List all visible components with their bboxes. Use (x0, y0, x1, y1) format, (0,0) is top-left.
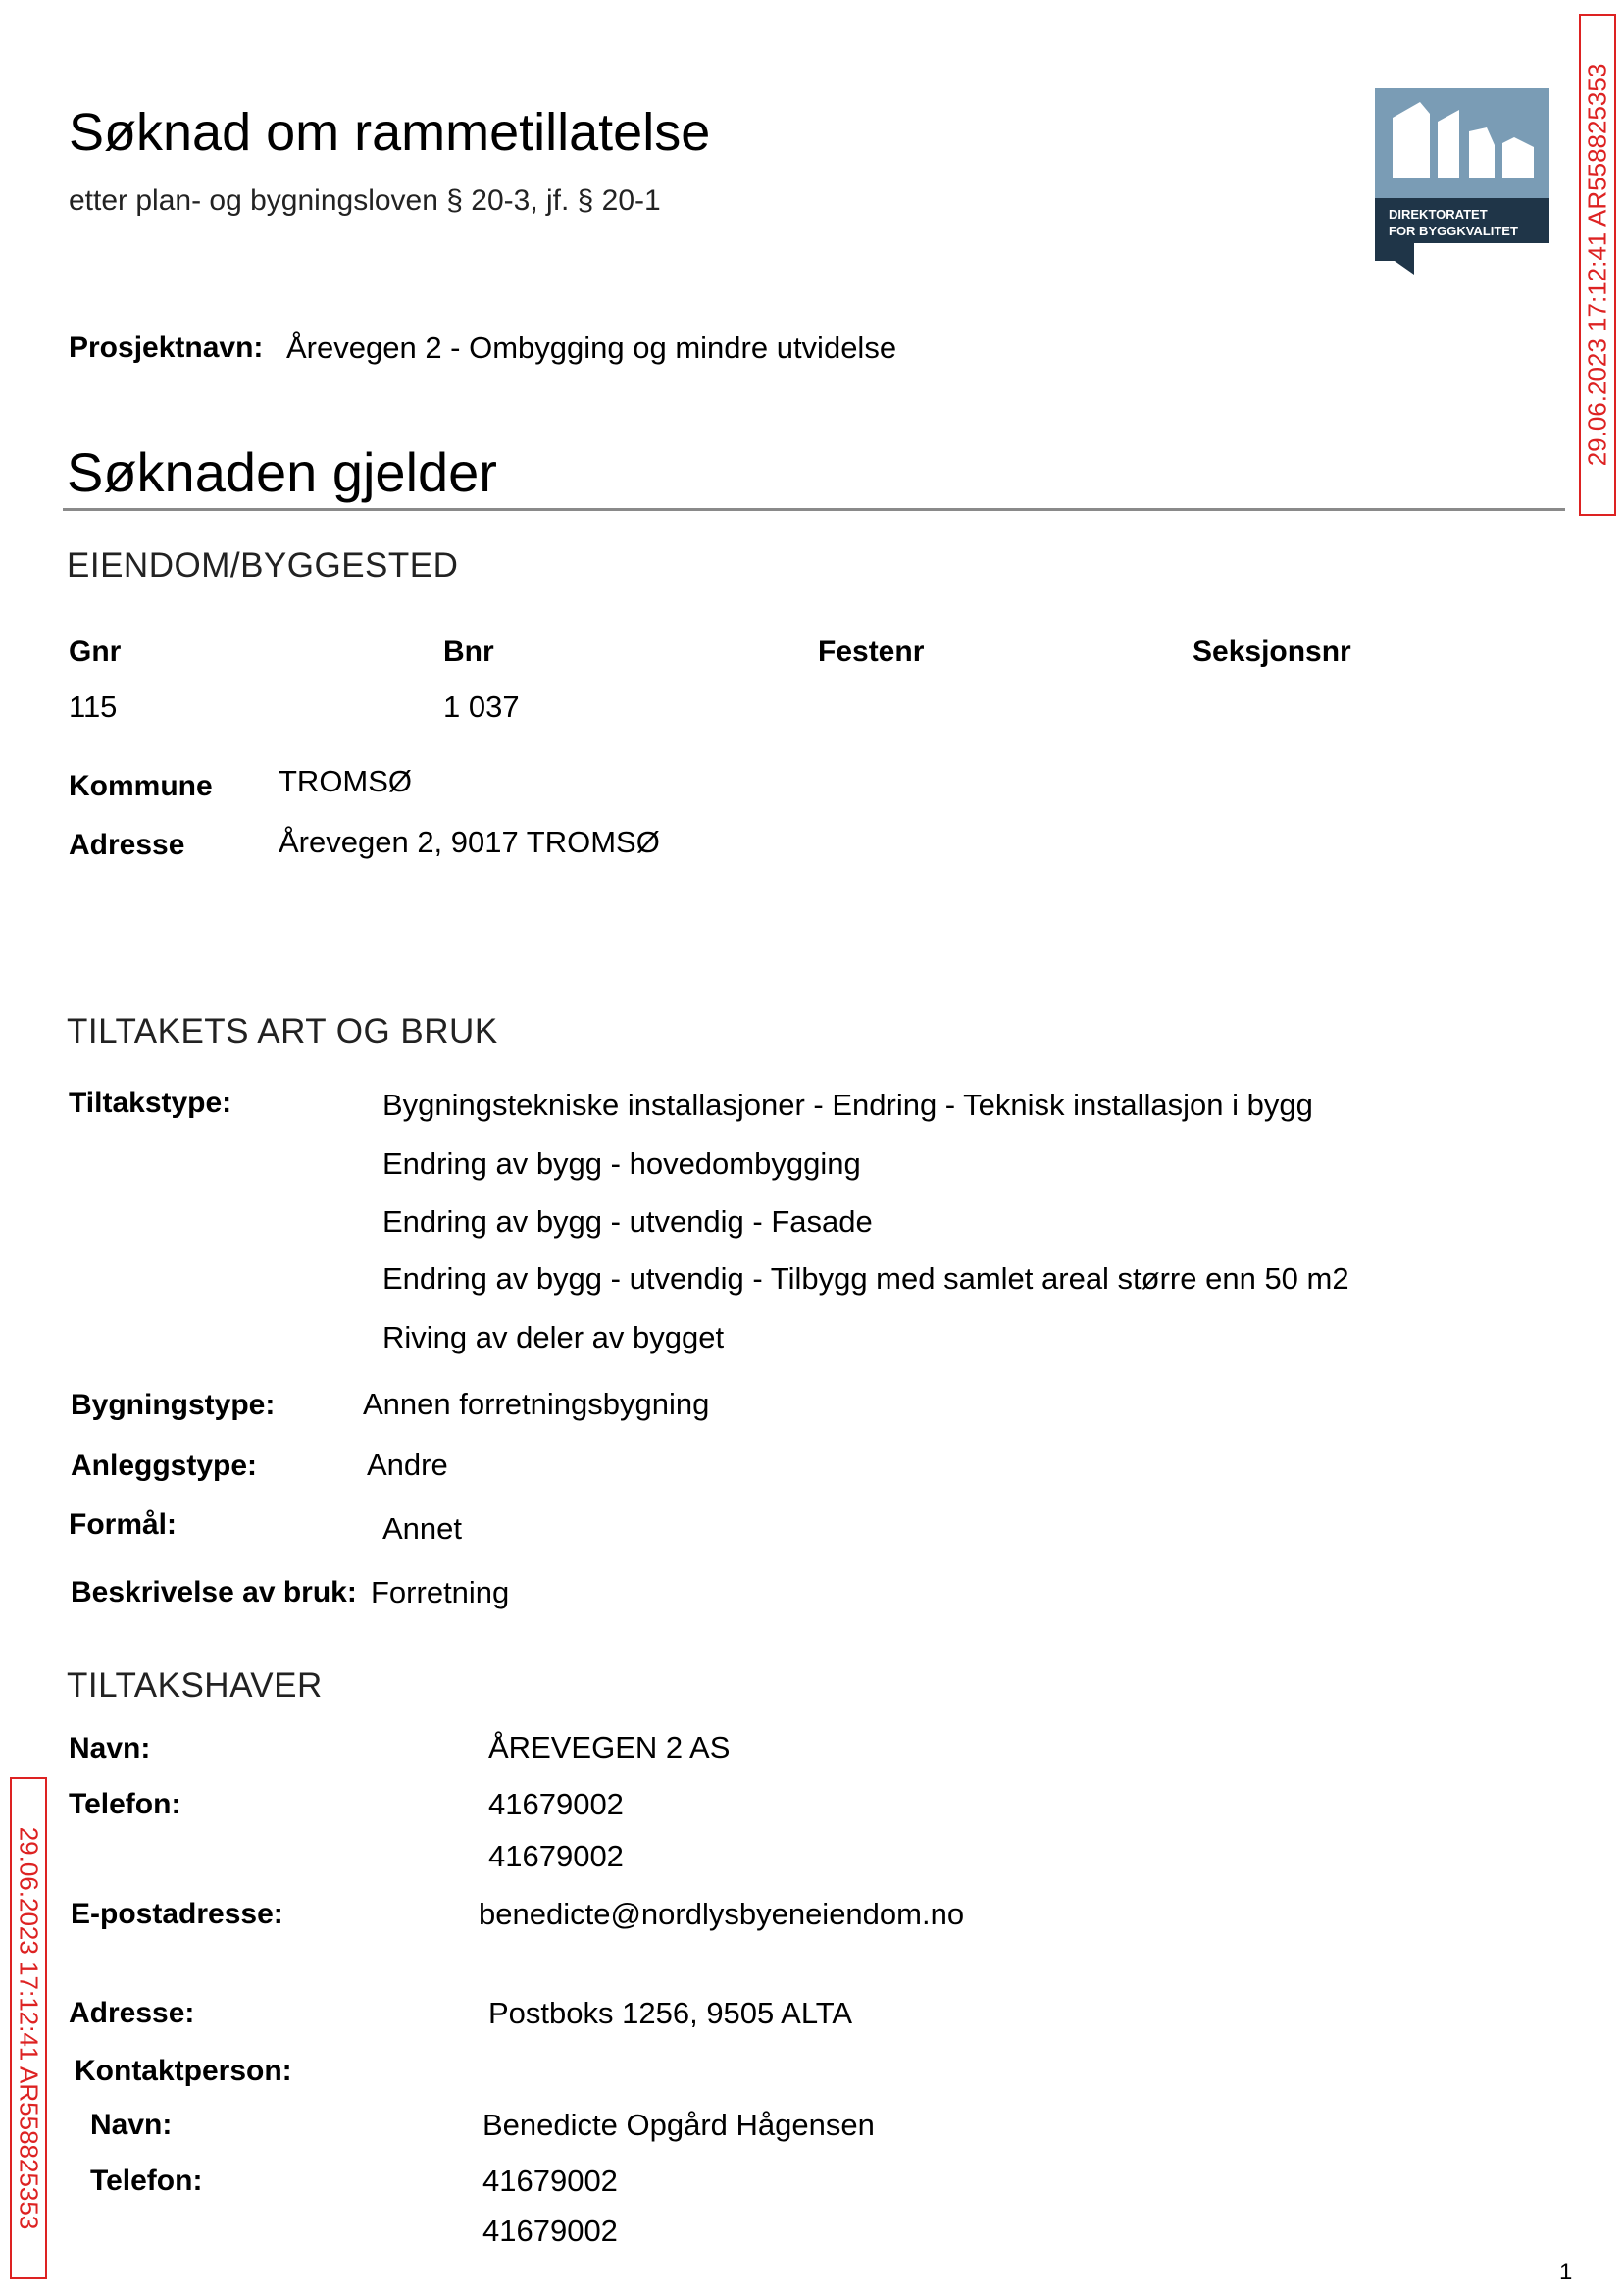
tiltakshaver-telefon-value: 41679002 (488, 1787, 624, 1821)
anleggstype-label: Anleggstype: (71, 1450, 258, 1482)
dibk-logo (1375, 88, 1549, 275)
page-number: 1 (1559, 2259, 1573, 2285)
kontaktperson-telefon-value: 41679002 (482, 2164, 618, 2198)
gnr-label: Gnr (69, 636, 122, 668)
formal-value: Annet (382, 1511, 463, 1546)
document-stamp-top (1579, 14, 1616, 516)
logo-text-1: DIREKTORATET (1389, 207, 1488, 222)
project-name-label: Prosjektnavn: (69, 331, 264, 364)
stamp-text: 29.06.2023 17:12:41 AR558825353 (1582, 63, 1612, 467)
tiltakshaver-adresse-value: Postboks 1256, 9505 ALTA (488, 1996, 853, 2030)
kontaktperson-label: Kontaktperson: (75, 2055, 292, 2087)
adresse-label: Adresse (69, 829, 185, 861)
kontaktperson-telefon-value: 41679002 (482, 2214, 618, 2248)
epost-label: E-postadresse: (71, 1898, 283, 1930)
section-divider (63, 508, 1565, 511)
tiltak-heading: TILTAKETS ART OG BRUK (67, 1012, 498, 1050)
tiltakstype-label: Tiltakstype: (69, 1087, 232, 1119)
document-title: Søknad om rammetillatelse (69, 103, 711, 162)
tiltakstype-item: Riving av deler av bygget (382, 1320, 725, 1354)
document-subtitle: etter plan- og bygningsloven § 20-3, jf. § 20-1 (69, 184, 661, 217)
tiltakshaver-heading: TILTAKSHAVER (67, 1666, 323, 1705)
tiltakstype-item: Endring av bygg - utvendig - Fasade (382, 1204, 873, 1239)
epost-value: benedicte@nordlysbyeneiendom.no (479, 1897, 965, 1931)
kontaktperson-navn-label: Navn: (90, 2109, 173, 2141)
tiltakshaver-telefon-value: 41679002 (488, 1839, 624, 1873)
tiltakshaver-telefon-label: Telefon: (69, 1788, 181, 1820)
stamp-text: 29.06.2023 17:12:41 AR558825353 (14, 1826, 44, 2230)
project-name-value: Årevegen 2 - Ombygging og mindre utvidelse (286, 331, 897, 365)
bygningstype-label: Bygningstype: (71, 1389, 276, 1421)
section-title: Søknaden gjelder (67, 441, 497, 503)
beskrivelse-value: Forretning (371, 1575, 510, 1609)
bygningstype-value: Annen forretningsbygning (363, 1387, 710, 1421)
adresse-value: Årevegen 2, 9017 TROMSØ (279, 825, 660, 859)
festenr-label: Festenr (818, 636, 925, 668)
tiltakstype-item: Endring av bygg - utvendig - Tilbygg med samlet areal større enn 50 m2 (382, 1261, 1349, 1296)
gnr-value: 115 (69, 689, 118, 724)
tiltakstype-item: Endring av bygg - hovedombygging (382, 1147, 861, 1181)
kontaktperson-telefon-label: Telefon: (90, 2165, 203, 2197)
tiltakshaver-adresse-label: Adresse: (69, 1997, 195, 2029)
document-stamp-left (10, 1777, 47, 2279)
kommune-value: TROMSØ (279, 764, 413, 798)
kontaktperson-navn-value: Benedicte Opgård Hågensen (482, 2108, 875, 2142)
bnr-label: Bnr (443, 636, 494, 668)
tiltakstype-item: Bygningstekniske installasjoner - Endring - Teknisk installasjon i bygg (382, 1088, 1313, 1122)
seksjonsnr-label: Seksjonsnr (1193, 636, 1351, 668)
bnr-value: 1 037 (443, 689, 520, 724)
tiltakshaver-navn-label: Navn: (69, 1732, 151, 1764)
formal-label: Formål: (69, 1508, 178, 1541)
kommune-label: Kommune (69, 770, 213, 802)
logo-text-2: FOR BYGGKVALITET (1389, 224, 1518, 238)
eiendom-heading: EIENDOM/BYGGESTED (67, 546, 459, 585)
beskrivelse-label: Beskrivelse av bruk: (71, 1576, 357, 1608)
anleggstype-value: Andre (367, 1448, 448, 1482)
tiltakshaver-navn-value: ÅREVEGEN 2 AS (488, 1730, 731, 1764)
